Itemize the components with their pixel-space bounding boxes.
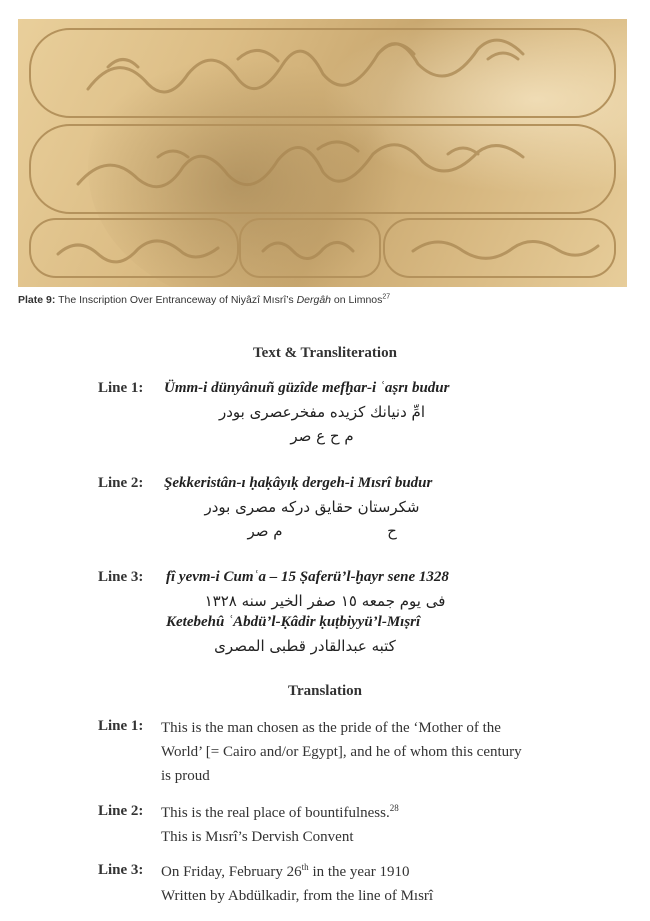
caption-suffix: on Limnos	[331, 294, 383, 306]
translation-line-2-block	[161, 801, 561, 849]
translation-line-3-text-1b: in the year 1910	[308, 864, 410, 880]
line-1-arabic-letters: م ح ع صر	[290, 427, 354, 445]
translation-line-2-text-1: This is the real place of bountifulness.	[161, 805, 390, 821]
line-2-label: Line 2:	[98, 475, 144, 491]
caption-italic: Dergâh	[296, 294, 332, 306]
line-2-arabic: شكرستان حقایق دركه مصرى بودر	[204, 498, 420, 516]
line-3-transliteration-2: Ketebehû ʿAbdü’l-Ḳâdir ḳuṭbiyyü’l-Mıṣrî	[166, 614, 421, 630]
line-2-transliteration: Şekkeristân-ı ḥaḳâyıḳ dergeh-i Mısrî budur	[164, 475, 433, 491]
line-3-transliteration: fî yevm-i Cumʿa – 15 Ṣaferü’l-ḫayr sene 1328	[166, 569, 449, 585]
translation-line-1-label: Line 1:	[98, 718, 144, 734]
line-1-label: Line 1:	[98, 380, 144, 396]
translation-heading: Translation	[288, 683, 362, 699]
caption-prefix: Plate 9:	[18, 294, 56, 306]
translation-line-3-text-2: Written by Abdülkadir, from the line of Mısrî	[161, 888, 434, 904]
inscription-photo	[18, 19, 627, 287]
caption-text: The Inscription Over Entranceway of Niyâzî Mısrî’s	[55, 294, 297, 306]
text-transliteration-heading: Text & Transliteration	[253, 345, 397, 361]
line-3-label: Line 3:	[98, 569, 144, 585]
footnote-ref-28: 28	[389, 803, 399, 813]
line-2-arabic-letter-ha: ح	[387, 522, 397, 540]
translation-line-3-text-1a: On Friday, February 26	[161, 864, 302, 880]
translation-line-2-text-2: This is Mısrî’s Dervish Convent	[161, 829, 354, 845]
line-3-arabic: فى يوم جمعه ١٥ صفر الخير سنه ١٣٢٨	[204, 592, 446, 610]
line-1-arabic: امِّ دنیانك كزیده مفخرعصرى بودر	[218, 403, 426, 421]
translation-line-3-label: Line 3:	[98, 862, 144, 878]
translation-line-3-block	[161, 860, 561, 908]
line-1-transliteration: Ümm-i dünyânuñ güzîde mefḫar-i ʿaṣrı budur	[164, 380, 450, 396]
line-3-arabic-2: كتبه عبدالقادر قطبى المصرى	[214, 637, 396, 655]
line-2-arabic-letters: م صر	[247, 522, 283, 540]
translation-line-1-text: This is the man chosen as the pride of the ‘Mother of the World’ [= Cairo and/or Egypt], and he of whom this century is proud	[161, 720, 522, 784]
translation-line-2-label: Line 2:	[98, 803, 144, 819]
footnote-ref-27: 27	[382, 293, 391, 301]
inscription-illustration	[18, 19, 627, 287]
ordinal-suffix: th	[301, 862, 309, 872]
plate-caption	[18, 294, 638, 306]
